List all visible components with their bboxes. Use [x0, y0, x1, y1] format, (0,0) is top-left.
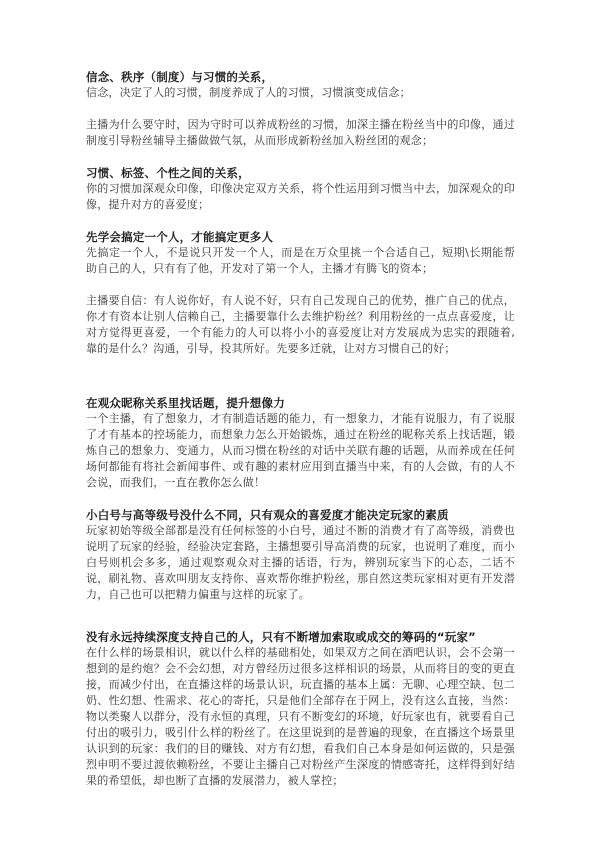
section-heading: 先学会搞定一个人，才能搞定更多人	[86, 230, 274, 244]
document-section	[86, 165, 515, 213]
section-heading: 小白号与高等级号没什么不同，只有观众的喜爱度才能决定玩家的素质	[86, 508, 449, 522]
document-section	[86, 229, 515, 357]
section-heading: 信念、秩序（制度）与习惯的关系，	[86, 70, 274, 84]
section-heading: 没有永远持续深度支持自己的人，只有不断增加索取或成交的筹码的“玩家”	[86, 630, 476, 644]
section-paragraph: 一个主播，有了想象力，才有制造话题的能力，有一想象力，才能有说服力，有了说服了才有基本的控场能力，而想象力怎么开始锻炼，通过在粉丝的昵称关系上找话题，锻炼自己的想象力、变通力，从而习惯在粉丝的对话中关联有趣的话题，从而养成在任何场何都能有将社会新闻事件、或有趣的素材应用到直播当中来，有的人会做，有的人不会说，而我们，一直在教你怎么做！	[86, 412, 515, 489]
section-heading: 在观众昵称关系里找话题，提升想像力	[86, 396, 285, 410]
document-body	[86, 69, 515, 789]
section-paragraph: 先搞定一个人，不是说只开发一个人，而是在万众里挑一个合适自己，短期\长期能帮助自己的人，只有有了他，开发对了第一个人，主播才有腾飞的资本；	[86, 246, 515, 275]
document-section	[86, 629, 515, 789]
section-paragraph: 主播要自信：有人说你好，有人说不好，只有自己发现自己的优势，推广自己的优点，你才有资本让别人信赖自己，主播要靠什么去维护粉丝？利用粉丝的一点点喜爱度，让对方觉得更喜爱，一个有能力的人可以将小小的喜爱度让对方发展成为忠实的跟随着,靠的是什么？沟通，引导，投其所好。先要多迁就，让对方习惯自己的好；	[86, 294, 515, 355]
section-paragraph: 主播为什么要守时，因为守时可以养成粉丝的习惯，加深主播在粉丝当中的印像，通过制度引导粉丝辅导主播做做气氛，从而形成新粉丝加入粉丝团的观念；	[86, 118, 515, 147]
section-heading: 习惯、标签、个性之间的关系，	[86, 166, 250, 180]
document-section	[86, 507, 515, 603]
section-paragraph: 在什么样的场景相识，就以什么样的基础相处，如果双方之间在酒吧认识，会不会第一想到的是约炮？会不会幻想，对方曾经历过很多这样相识的场景，从而将目的变的更直接，而减少付出，在直播这样的场景认识，玩直播的基本上属：无聊、心理空缺、包二奶、性幻想、性需求、花心的寄托，只是他们全部存在于网上，没有这么直接，当然：物以类聚人以群分，没有永恒的真理，只有不断变幻的环境，好玩家也有，就要看自己付出的吸引力，吸引什么样的粉丝了。在这里说到的是普遍的现象，在直播这个场景里认识到的玩家：我们的目的赚钱、对方有幻想，看我们自己本身是如何运做的，只是强烈申明不要过渡依赖粉丝，不要让主播自己对粉丝产生深度的情感寄托，这样得到好结果的希望低，却也断了直播的发展潜力，被人掌控；	[86, 646, 515, 787]
document-section	[86, 395, 515, 491]
section-paragraph: 玩家初始等级全部都是没有任何标签的小白号，通过不断的消费才有了高等级，消费也说明了玩家的经验，经验决定套路，主播想要引导高消费的玩家，也说明了难度，而小白号则机会多多，通过观察观众对主播的话语，行为，辨别玩家当下的心态，二话不说，刷礼物、喜欢叫朋友支持你、喜欢帮你维护粉丝，那自然这类玩家相对更有开发潜力，自己也可以把精力偏重与这样的玩家了。	[86, 524, 515, 601]
section-paragraph: 信念，决定了人的习惯，制度养成了人的习惯，习惯演变成信念；	[86, 86, 411, 99]
section-paragraph: 你的习惯加深观众印像，印像决定双方关系，将个性运用到习惯当中去，加深观众的印像，提升对方的喜爱度；	[86, 182, 515, 211]
document-section	[86, 69, 515, 149]
